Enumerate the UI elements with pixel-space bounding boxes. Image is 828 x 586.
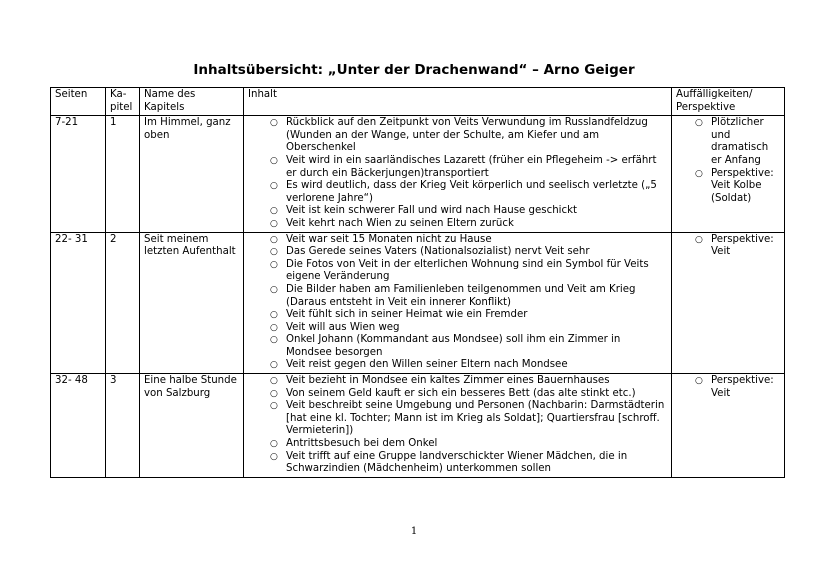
cell-content [244, 374, 672, 478]
bullet-icon: ○ [270, 155, 278, 166]
content-item-text: Rückblick auf den Zeitpunkt von Veits Verwundung im Russlandfeldzug (Wunden an der Wange, unter der Schulte, am Kiefer und am Oberschenkel [286, 117, 648, 154]
remark-item [694, 117, 780, 167]
document-title: Inhaltsübersicht: „Unter der Drachenwand“ – Arno Geiger [193, 62, 635, 78]
content-item-text: Veit war seit 15 Monaten nicht zu Hause [286, 233, 492, 245]
content-item-text: Veit reist gegen den Willen seiner Eltern nach Mondsee [286, 359, 568, 371]
header-content: Inhalt [244, 88, 672, 116]
content-item [269, 259, 667, 284]
content-item [269, 246, 667, 259]
cell-chapter: 2 [106, 232, 140, 374]
table-header-row [51, 88, 785, 116]
bullet-icon: ○ [695, 168, 703, 179]
bullet-icon: ○ [270, 451, 278, 462]
bullet-icon: ○ [270, 118, 278, 129]
content-item [269, 334, 667, 359]
header-chapter-name: Name des Kapitels [140, 88, 244, 116]
content-item [269, 322, 667, 335]
content-item-text: Veit beschreibt seine Umgebung und Personen (Nachbarin: Darmstädterin [hat eine kl. Tochter; Mann ist im Krieg als Soldat]; Quartiersfrau [schroff. Vermieterin]) [286, 400, 665, 437]
remark-item [694, 375, 780, 400]
content-item [269, 451, 667, 476]
content-item-text: Veit will aus Wien weg [286, 321, 400, 333]
table-row [51, 374, 785, 478]
cell-remarks-list [676, 375, 780, 400]
cell-chapter: 3 [106, 374, 140, 478]
header-remarks: Auffälligkeiten/ Perspektive [672, 88, 785, 116]
bullet-icon: ○ [270, 388, 278, 399]
content-item-text: Antrittsbesuch bei dem Onkel [286, 438, 438, 450]
bullet-icon: ○ [270, 206, 278, 217]
content-item [269, 234, 667, 247]
content-item [269, 375, 667, 388]
cell-pages: 32- 48 [51, 374, 106, 478]
content-item-text: Veit bezieht in Mondsee ein kaltes Zimmer eines Bauernhauses [286, 375, 610, 387]
bullet-icon: ○ [695, 234, 703, 245]
bullet-icon: ○ [270, 218, 278, 229]
cell-remarks [672, 232, 785, 374]
content-item-text: Die Fotos von Veit in der elterlichen Wohnung sind ein Symbol für Veits eigene Veränderung [286, 258, 649, 283]
bullet-icon: ○ [270, 401, 278, 412]
bullet-icon: ○ [270, 259, 278, 270]
content-item [269, 218, 667, 231]
content-item [269, 205, 667, 218]
chapter-summary-table [50, 87, 785, 478]
content-item-text: Veit fühlt sich in seiner Heimat wie ein Fremder [286, 309, 528, 321]
cell-chapter: 1 [106, 116, 140, 232]
content-item [269, 438, 667, 451]
cell-remarks [672, 374, 785, 478]
cell-content-list [248, 375, 667, 476]
bullet-icon: ○ [270, 181, 278, 192]
cell-remarks-list [676, 117, 780, 205]
bullet-icon: ○ [270, 376, 278, 387]
cell-remarks-list [676, 234, 780, 259]
content-item [269, 284, 667, 309]
table-row [51, 116, 785, 232]
content-item [269, 388, 667, 401]
cell-chapter-name: Seit meinem letzten Aufenthalt [140, 232, 244, 374]
content-item-text: Veit wird in ein saarländisches Lazarett (früher ein Pflegeheim -> erfährt er durch ein Bäckerjungen)transportiert [286, 154, 657, 179]
cell-chapter-name: Eine halbe Stunde von Salzburg [140, 374, 244, 478]
remark-item [694, 168, 780, 206]
remark-item-text: Perspektive: Veit [711, 233, 774, 258]
content-item-text: Veit ist kein schwerer Fall und wird nach Hause geschickt [286, 205, 577, 217]
bullet-icon: ○ [270, 439, 278, 450]
remark-item [694, 234, 780, 259]
header-chapter: Ka- pitel [106, 88, 140, 116]
bullet-icon: ○ [695, 118, 703, 129]
cell-remarks [672, 116, 785, 232]
content-item [269, 309, 667, 322]
cell-content [244, 116, 672, 232]
bullet-icon: ○ [270, 310, 278, 321]
content-item-text: Von seinem Geld kauft er sich ein besseres Bett (das alte stinkt etc.) [286, 387, 636, 399]
cell-pages: 22- 31 [51, 232, 106, 374]
bullet-icon: ○ [270, 322, 278, 333]
remark-item-text: Perspektive: Veit [711, 375, 774, 399]
content-item-text: Das Gerede seines Vaters (Nationalsozialist) nervt Veit sehr [286, 246, 590, 258]
bullet-icon: ○ [695, 376, 703, 387]
bullet-icon: ○ [270, 234, 278, 245]
bullet-icon: ○ [270, 360, 278, 371]
bullet-icon: ○ [270, 247, 278, 258]
bullet-icon: ○ [270, 335, 278, 346]
content-item-text: Veit kehrt nach Wien zu seinen Eltern zurück [286, 217, 514, 229]
table-row [51, 232, 785, 374]
content-item [269, 400, 667, 438]
cell-content [244, 232, 672, 374]
bullet-icon: ○ [270, 284, 278, 295]
content-item [269, 180, 667, 205]
remark-item-text: Perspektive: Veit Kolbe (Soldat) [711, 167, 774, 204]
cell-pages: 7-21 [51, 116, 106, 232]
content-item-text: Die Bilder haben am Familienleben teilgenommen und Veit am Krieg (Daraus entsteht in Veit ein innerer Konflikt) [286, 283, 636, 308]
content-item [269, 155, 667, 180]
content-item-text: Es wird deutlich, dass der Krieg Veit körperlich und seelisch verletzte („5 verlorene Jahre“) [286, 180, 657, 204]
content-item [269, 117, 667, 155]
page-number: 1 [410, 526, 418, 537]
cell-chapter-name: Im Himmel, ganz oben [140, 116, 244, 232]
remark-item-text: Plötzlicher und dramatisch er Anfang [711, 117, 769, 166]
content-item-text: Veit trifft auf eine Gruppe landverschickter Wiener Mädchen, die in Schwarzindien (Mädchenheim) unterkommen sollen [286, 450, 628, 475]
header-pages: Seiten [51, 88, 106, 116]
cell-content-list [248, 234, 667, 373]
content-item-text: Onkel Johann (Kommandant aus Mondsee) soll ihm ein Zimmer in Mondsee besorgen [286, 334, 621, 358]
content-item [269, 359, 667, 372]
cell-content-list [248, 117, 667, 230]
